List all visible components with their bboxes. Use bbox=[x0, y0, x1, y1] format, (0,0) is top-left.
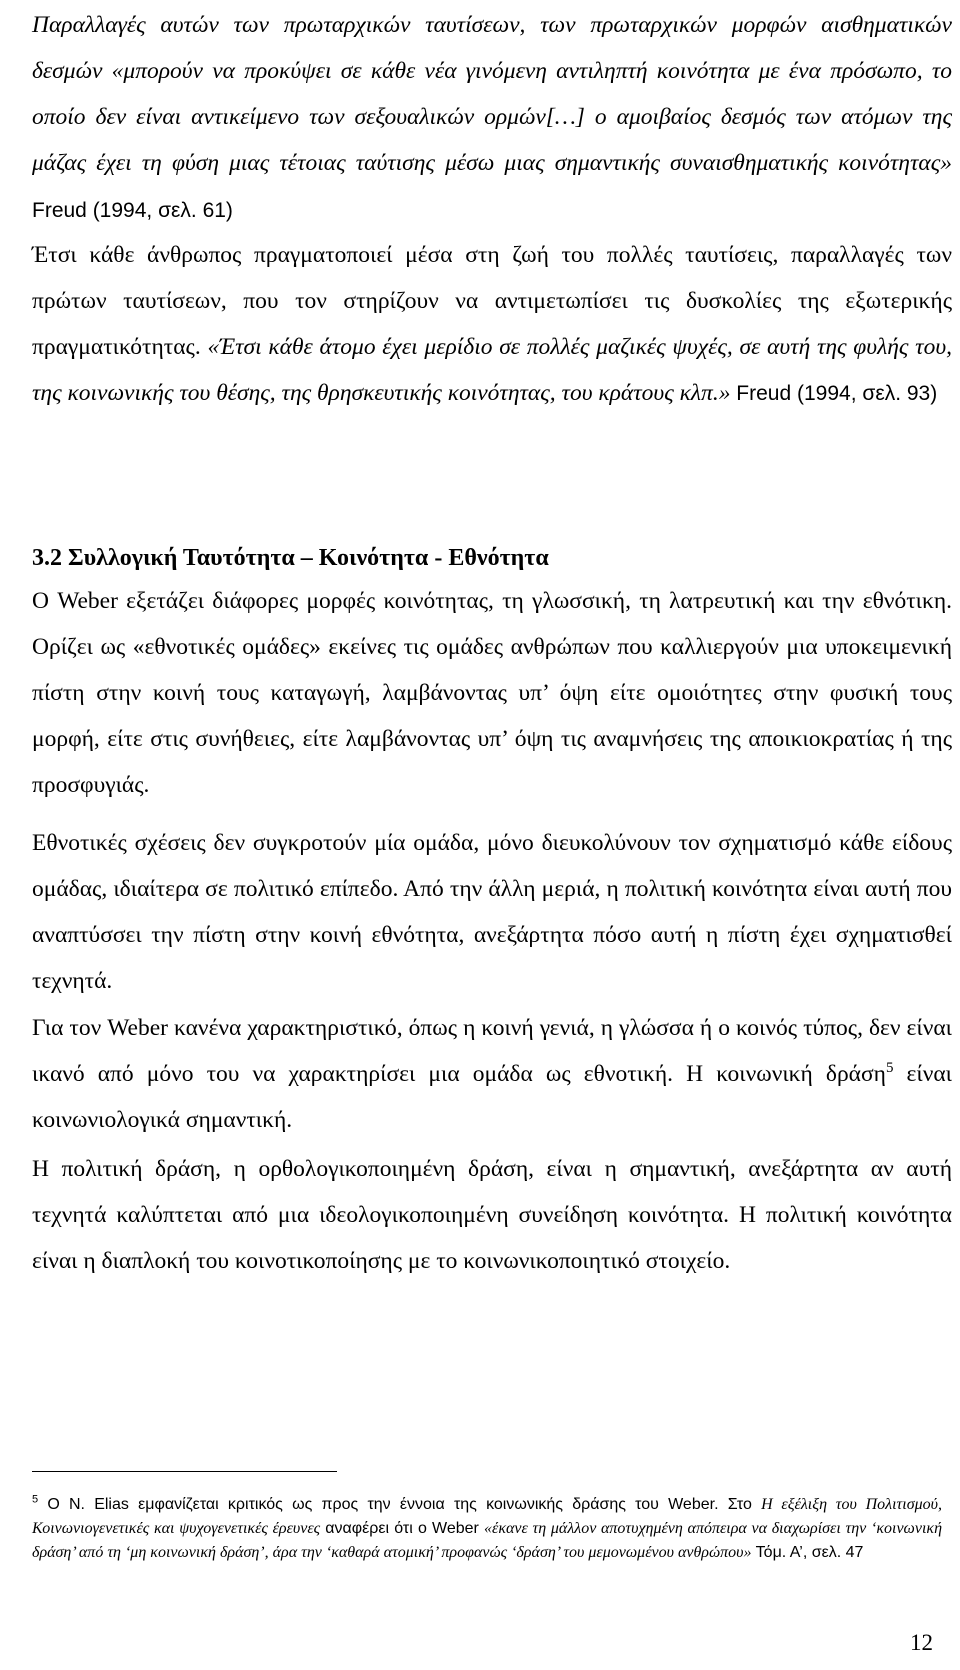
paragraph-text: Έτσι κάθε άνθρωπος πραγματοποιεί μέσα στη ζωή του πολλές ταυτίσεις, παραλλαγές των πρώτων ταυτίσεων, που τον στηρίζουν να αντιμετωπίσει τις δυσκολίες της εξωτερικής πραγματικότητας. bbox=[32, 242, 952, 360]
footnote-number: 5 bbox=[32, 1493, 39, 1506]
footnote-divider bbox=[32, 1471, 337, 1472]
footnote-reference[interactable]: 5 bbox=[885, 1060, 894, 1077]
footnote-text: αναφέρει ότι ο Weber bbox=[320, 1520, 485, 1537]
paragraph-weber-community: Ο Weber εξετάζει διάφορες μορφές κοινότητας, τη γλωσσική, τη λατρευτική και την εθνότικη. Ορίζει ως «εθνοτικές ομάδες» εκείνες τις ομάδες ανθρώπων που καλλιεργούν μια υποκειμενική πίστη στην κοινή τους καταγωγή, λαμβάνοντας υπ’ όψη είτε ομοιότητες στην φυσική τους μορφή, είτε στις συνήθειες, είτε λαμβάνοντας υπ’ όψη τις αναμνήσεις της αποικιοκρατίας ή της προσφυγιάς. bbox=[32, 588, 952, 798]
page-number: 12 bbox=[910, 1630, 933, 1655]
citation: Freud (1994, σελ. 61) bbox=[32, 199, 233, 222]
paragraph-text-continued: είναι κοινωνιολογικά σημαντική. bbox=[32, 1061, 953, 1133]
paragraph-identifications bbox=[32, 232, 952, 417]
paragraph-political-action: Η πολιτική δράση, η ορθολογικοποιημένη δράση, είναι η σημαντική, ανεξάρτητα αν αυτή τεχνητά καλύπτεται από μια ιδεολογικοποιημένη συνείδηση κοινότητα. Η πολιτική κοινότητα είναι η διαπλοκή του κοινοτικοποίησης με το κοινωνικοποιητικό στοιχείο. bbox=[32, 1156, 952, 1274]
paragraph-text: Για τον Weber κανένα χαρακτηριστικό, όπως η κοινή γενιά, η γλώσσα ή ο κοινός τύπος, δεν είναι ικανό από μόνο του να χαρακτηρίσει μια ομάδα ως εθνοτική. Η κοινωνική δράση bbox=[32, 1015, 952, 1087]
quote-text: Παραλλαγές αυτών των πρωταρχικών ταυτίσεων, των πρωταρχικών μορφών αισθηματικών δεσμών «μπορούν να προκύψει σε κάθε νέα γινόμενη αντιληπτή κοινότητα με ένα πρόσωπο, το οποίο δεν είναι αντικείμενο των σεξουαλικών ορμών[…] ο αμοιβαίος δεσμός των ατόμων της μάζας έχει τη φύση μιας τέτοιας ταύτισης μέσω μιας σημαντικής συναισθηματικής κοινότητας» bbox=[32, 12, 952, 176]
paragraph-freud-quote-1 bbox=[32, 2, 952, 234]
paragraph-ethnic-relations: Εθνοτικές σχέσεις δεν συγκροτούν μία ομάδα, μόνο διευκολύνουν τον σχηματισμό κάθε είδους ομάδας, ιδιαίτερα σε πολιτικό επίπεδο. Από την άλλη μεριά, η πολιτική κοινότητα είναι αυτή που αναπτύσσει την πίστη στην κοινή εθνότητα, ανεξάρτητα πόσο αυτή η πίστη έχει σχηματισθεί τεχνητά. bbox=[32, 830, 952, 994]
section-heading: 3.2 Συλλογική Ταυτότητα – Κοινότητα - Εθνότητα bbox=[32, 545, 549, 571]
citation: Freud (1994, σελ. 93) bbox=[730, 382, 938, 405]
footnote-text: Τόμ. Α’, σελ. 47 bbox=[751, 1544, 864, 1561]
footnote-book-title: Η εξέλιξη του Πολιτισμού, Κοινωνιογενετικές και ψυχογενετικές έρευνες bbox=[32, 1496, 942, 1537]
quote-text: «Έτσι κάθε άτομο έχει μερίδιο σε πολλές μαζικές ψυχές, σε αυτή της φυλής του, της κοινωνικής του θέσης, της θρησκευτικής κοινότητας, του κράτους κλπ.» bbox=[32, 334, 952, 406]
paragraph-weber-characteristics bbox=[32, 1005, 952, 1143]
footnote-text: Ο Ν. Elias εμφανίζεται κριτικός ως προς την έννοια της κοινωνικής δράσης του Weber. Στο bbox=[38, 1496, 762, 1513]
footnote-quote: «έκανε τη μάλλον αποτυχημένη απόπειρα να διαχωρίσει την ‘κοινωνική δράση’ από τη ‘μη κοινωνική δράση’, άρα την ‘καθαρά ατομική’ προφανώς ‘δράση’ του μεμονωμένου ανθρώπου» bbox=[32, 1520, 943, 1561]
footnote bbox=[32, 1493, 942, 1565]
